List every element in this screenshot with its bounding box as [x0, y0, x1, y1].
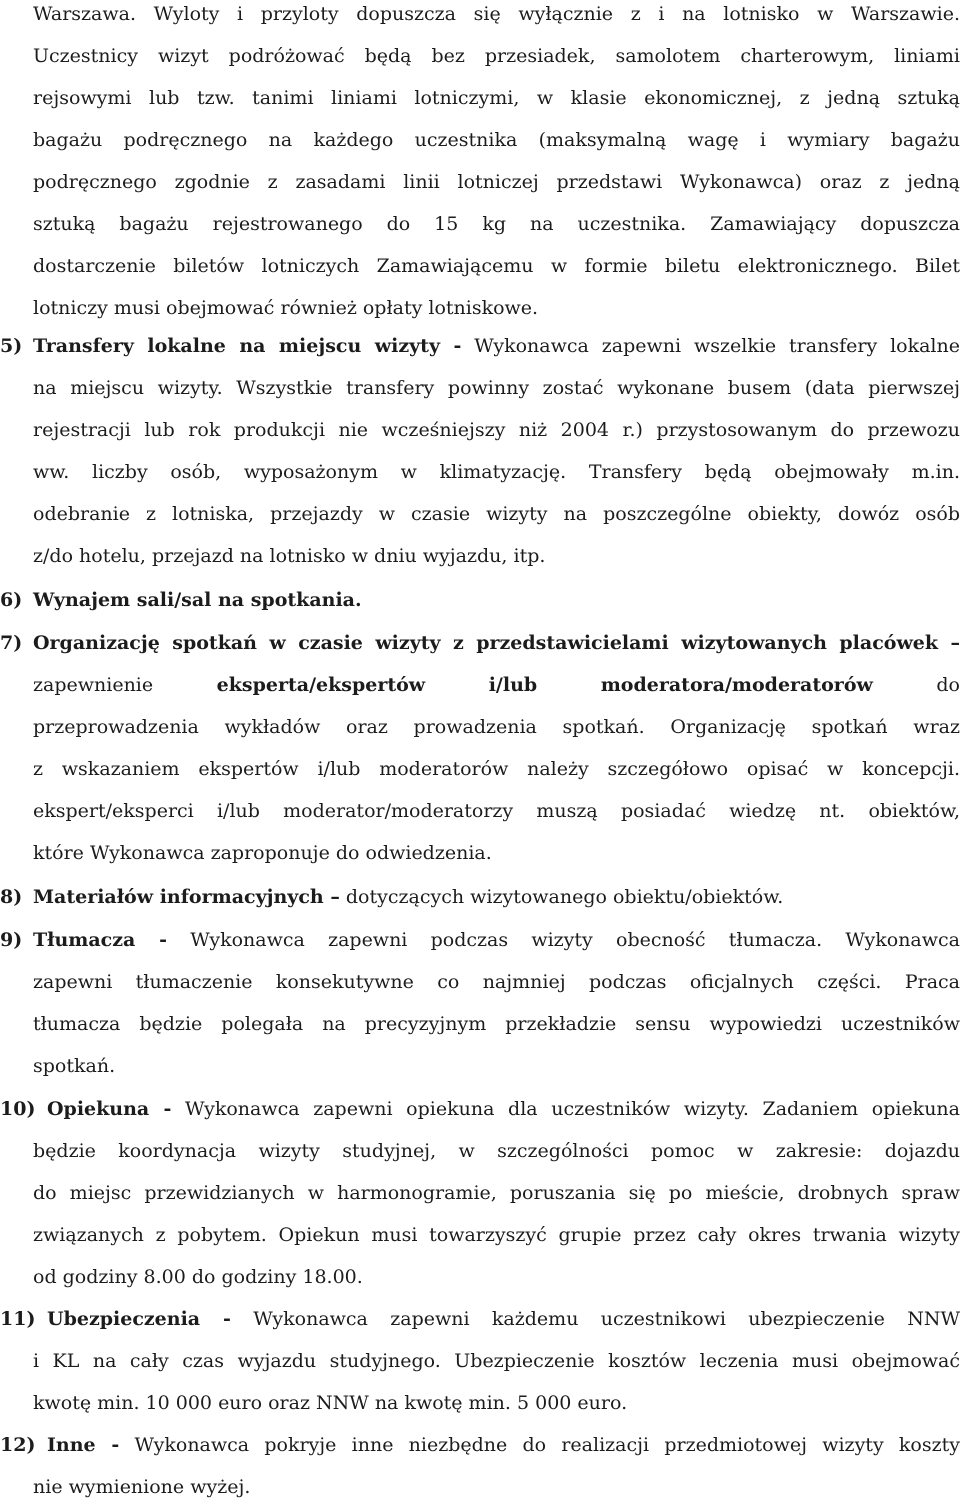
text-line: nie wymienione wyżej.	[33, 1476, 251, 1498]
text-line: będzie koordynacja wizyty studyjnej, w szczególności pomoc w zakresie: dojazdu	[33, 1140, 960, 1162]
item-text: dotyczących wizytowanego obiektu/obiektów.	[339, 886, 784, 908]
text-line: związanych z pobytem. Opiekun musi towarzyszyć grupie przez cały okres trwania wizyty	[33, 1224, 960, 1246]
list-item-7	[0, 622, 960, 874]
text-line: dostarczenie biletów lotniczych Zamawiającemu w formie biletu elektronicznego. Bilet	[33, 255, 960, 277]
text-line: zapewnienie eksperta/ekspertów i/lub moderatora/moderatorów do	[33, 674, 960, 696]
text-line: na miejscu wizyty. Wszystkie transfery powinny zostać wykonane busem (data pierwszej	[33, 377, 960, 399]
item-title: Transfery lokalne na miejscu wizyty -	[33, 335, 462, 357]
text-line: rejestracji lub rok produkcji nie wcześniejszy niż 2004 r.) przystosowanym do przewozu	[33, 419, 960, 441]
item-number: 6)	[0, 589, 23, 611]
text-line: spotkań.	[33, 1055, 116, 1077]
text-line: od godziny 8.00 do godziny 18.00.	[33, 1266, 363, 1288]
text-line: kwotę min. 10 000 euro oraz NNW na kwotę min. 5 000 euro.	[33, 1392, 628, 1414]
text-line: tłumacza będzie polegała na precyzyjnym przekładzie sensu wypowiedzi uczestników	[33, 1013, 960, 1035]
text-line: bagażu podręcznego na każdego uczestnika (maksymalną wagę i wymiary bagażu	[33, 129, 960, 151]
text-line: zapewni tłumaczenie konsekutywne co najmniej podczas oficjalnych części. Praca	[33, 971, 960, 993]
item-title: Opiekuna -	[47, 1098, 172, 1120]
text-line: które Wykonawca zaproponuje do odwiedzenia.	[33, 842, 492, 864]
item-first-line	[0, 622, 960, 664]
list-item-10	[0, 1088, 960, 1298]
item-text: Wykonawca zapewni podczas wizyty obecność tłumacza. Wykonawca	[167, 929, 960, 951]
item-first-line	[0, 1088, 960, 1130]
item-number: 11)	[0, 1308, 36, 1330]
list-item-8	[0, 876, 960, 918]
item-title: Inne -	[47, 1434, 120, 1456]
item-first-line	[0, 325, 960, 367]
item-first-line	[0, 579, 960, 621]
item-title: Ubezpieczenia -	[47, 1308, 231, 1330]
list-item-11	[0, 1298, 960, 1424]
text-line: ww. liczby osób, wyposażonym w klimatyzację. Transfery będą obejmowały m.in.	[33, 461, 960, 483]
item-title: Wynajem sali/sal na spotkania.	[33, 589, 362, 611]
item-text: Wykonawca zapewni każdemu uczestnikowi ubezpieczenie NNW	[230, 1308, 960, 1330]
item-number: 12)	[0, 1434, 36, 1456]
text-line: Warszawa. Wyloty i przyloty dopuszcza się wyłącznie z i na lotnisko w Warszawie.	[33, 3, 960, 25]
item-number: 8)	[0, 886, 23, 908]
text-line: z/do hotelu, przejazd na lotnisko w dniu wyjazdu, itp.	[33, 545, 546, 567]
text-line: rejsowymi lub tzw. tanimi liniami lotniczymi, w klasie ekonomicznej, z jedną sztuką	[33, 87, 960, 109]
intro-paragraph	[0, 0, 960, 329]
text-line: do miejsc przewidzianych w harmonogramie, poruszania się po mieście, drobnych spraw	[33, 1182, 960, 1204]
text-line: lotniczy musi obejmować również opłaty lotniskowe.	[33, 297, 539, 319]
text-line: sztuką bagażu rejestrowanego do 15 kg na uczestnika. Zamawiający dopuszcza	[33, 213, 960, 235]
text-line: Uczestnicy wizyt podróżować będą bez przesiadek, samolotem charterowym, liniami	[33, 45, 960, 67]
item-text: Wykonawca zapewni opiekuna dla uczestników wizyty. Zadaniem opiekuna	[171, 1098, 960, 1120]
item-text: Wykonawca pokryje inne niezbędne do realizacji przedmiotowej wizyty koszty	[119, 1434, 960, 1456]
text-line: ekspert/eksperci i/lub moderator/moderatorzy muszą posiadać wiedzę nt. obiektów,	[33, 800, 960, 822]
text-line: podręcznego zgodnie z zasadami linii lotniczej przedstawi Wykonawca) oraz z jedną	[33, 171, 960, 193]
item-title: Materiałów informacyjnych –	[33, 886, 340, 908]
item-number: 10)	[0, 1098, 36, 1120]
item-text: Wykonawca zapewni wszelkie transfery lokalne	[461, 335, 960, 357]
item-first-line	[0, 919, 960, 961]
item-number: 7)	[0, 632, 23, 654]
item-number: 5)	[0, 335, 23, 357]
text-line: przeprowadzenia wykładów oraz prowadzenia spotkań. Organizację spotkań wraz	[33, 716, 960, 738]
text-line: z wskazaniem ekspertów i/lub moderatorów należy szczegółowo opisać w koncepcji.	[33, 758, 960, 780]
item-first-line	[0, 876, 960, 918]
list-item-5	[0, 325, 960, 577]
item-title: Organizację spotkań w czasie wizyty z przedstawicielami wizytowanych placówek –	[33, 632, 960, 654]
list-item-9	[0, 919, 960, 1087]
item-number: 9)	[0, 929, 23, 951]
list-item-6	[0, 579, 960, 621]
text-line: odebranie z lotniska, przejazdy w czasie wizyty na poszczególne obiekty, dowóz osób	[33, 503, 960, 525]
text-line: i KL na cały czas wyjazdu studyjnego. Ubezpieczenie kosztów leczenia musi obejmować	[33, 1350, 960, 1372]
item-first-line	[0, 1424, 960, 1466]
item-first-line	[0, 1298, 960, 1340]
list-item-12	[0, 1424, 960, 1508]
item-title: Tłumacza -	[33, 929, 168, 951]
